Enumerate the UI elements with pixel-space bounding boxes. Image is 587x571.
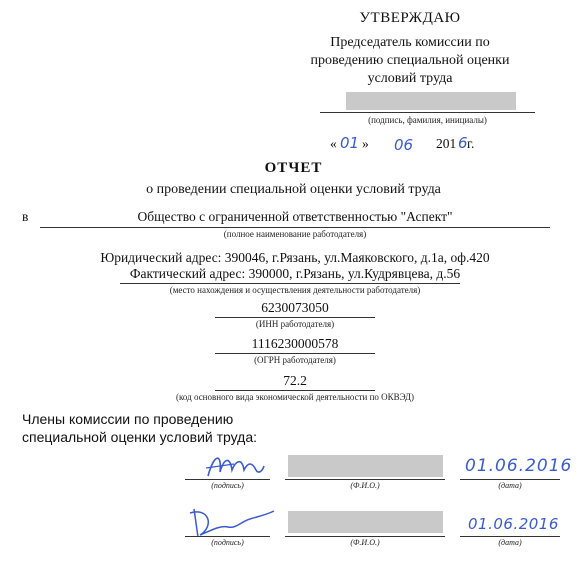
approver-signature-line bbox=[320, 112, 535, 113]
inn-caption: (ИНН работодателя) bbox=[255, 319, 335, 329]
approval-role-line: условий труда bbox=[367, 71, 453, 86]
member-1-sign-caption: (подпись) bbox=[211, 481, 244, 490]
ogrn-caption: (ОГРН работодателя) bbox=[254, 355, 336, 365]
approval-date bbox=[330, 134, 530, 158]
date-close-quote: » bbox=[362, 136, 369, 151]
org-caption: (полное наименование работодателя) bbox=[223, 229, 367, 239]
date-year-digit: 6 bbox=[458, 134, 468, 152]
okved-value: 72.2 bbox=[283, 373, 307, 388]
org-name: Общество с ограниченной ответственностью "Аспект" bbox=[137, 209, 453, 224]
ogrn-line bbox=[215, 353, 375, 354]
member-2-redacted-name bbox=[288, 511, 443, 533]
member-2-date: 01.06.2016 bbox=[468, 515, 559, 533]
inn-value: 6230073050 bbox=[261, 300, 329, 315]
inn-line bbox=[215, 317, 375, 318]
member-1-signature bbox=[200, 448, 270, 482]
date-open-quote: « bbox=[330, 136, 337, 151]
member-2-date-caption: (дата) bbox=[498, 538, 522, 547]
member-2-sign-line bbox=[185, 536, 270, 537]
actual-address: Фактический адрес: 390000, г.Рязань, ул.Кудрявцева, д.56 bbox=[129, 266, 461, 281]
legal-address: Юридический адрес: 390046, г.Рязань, ул.Маяковского, д.1а, оф.420 bbox=[100, 250, 490, 265]
member-2-date-line bbox=[460, 536, 560, 537]
member-2-fio-caption: (Ф.И.О.) bbox=[350, 538, 380, 547]
okved-line bbox=[215, 390, 375, 391]
member-1-redacted-name bbox=[288, 455, 443, 477]
member-1-date-line bbox=[460, 479, 560, 480]
member-1-fio-caption: (Ф.И.О.) bbox=[350, 481, 380, 490]
address-caption: (место нахождения и осуществления деятельности работодателя) bbox=[169, 285, 421, 295]
okved-caption: (код основного вида экономической деятельности по ОКВЭД) bbox=[175, 392, 414, 402]
commission-heading bbox=[22, 410, 257, 446]
member-2-sign-caption: (подпись) bbox=[211, 538, 244, 547]
member-1-sign-line bbox=[185, 479, 270, 480]
approval-role-line: Председатель комиссии по bbox=[330, 35, 490, 50]
date-year-suffix: г. bbox=[467, 136, 475, 151]
approval-role-line: проведению специальной оценки bbox=[310, 53, 510, 68]
commission-heading-line: Члены комиссии по проведению bbox=[22, 411, 234, 427]
org-prefix: в bbox=[22, 209, 29, 224]
member-1-fio-line bbox=[285, 479, 445, 480]
date-year-prefix: 201 bbox=[436, 136, 457, 151]
member-2-fio-line bbox=[285, 536, 445, 537]
date-day: 01 bbox=[340, 134, 360, 152]
approval-role bbox=[280, 34, 540, 88]
address-line bbox=[120, 283, 460, 284]
report-title: ОТЧЕТ bbox=[264, 160, 323, 176]
member-1-date-caption: (дата) bbox=[498, 481, 522, 490]
approver-signature-caption: (подпись, фамилия, инициалы) bbox=[368, 115, 487, 125]
date-month: 06 bbox=[394, 136, 414, 154]
redacted-approver bbox=[346, 92, 516, 110]
approval-heading: УТВЕРЖДАЮ bbox=[359, 10, 461, 26]
org-name-line bbox=[40, 227, 550, 228]
report-subtitle: о проведении специальной оценки условий труда bbox=[146, 182, 441, 197]
member-1-date: 01.06.2016 bbox=[465, 456, 573, 476]
commission-heading-line: специальной оценки условий труда: bbox=[22, 429, 258, 445]
ogrn-value: 1116230000578 bbox=[251, 336, 339, 351]
